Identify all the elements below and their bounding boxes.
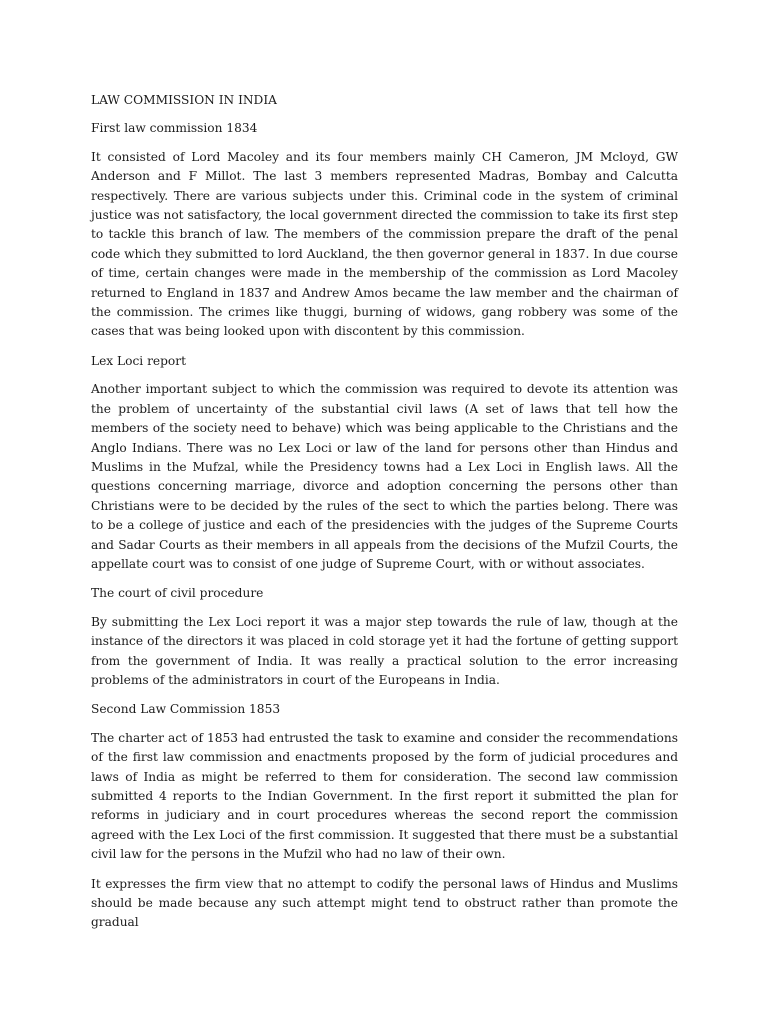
paragraph-court-of-civil-procedure: By submitting the Lex Loci report it was a major step towards the rule of law, though at the instance of the directors it was placed in cold storage yet it had the fortune of getting support from the government of India. It was really a practical solution to the error increasing problems of the administrators in court of the Europeans in India. [91, 614, 678, 687]
paragraph-lex-loci-report: Another important subject to which the commission was required to devote its attention was the problem of uncertainty of the substantial civil laws (A set of laws that tell how the members of the society need to behave) which was being applicable to the Christians and the Anglo Indians. There was no Lex Loci or law of the land for persons other than Hindus and Muslims in the Mufzal, while the Presidency towns had a Lex Loci in English laws. All the questions concerning marriage, divorce and adoption concerning the persons other than Christians were to be decided by the rules of the sect to which the parties belong. There was to be a college of justice and each of the presidencies with the judges of the Supreme Courts and Sadar Courts as their members in all appeals from the decisions of the Mufzil Courts, the appellate court was to consist of one judge of Supreme Court, with or without associates. [91, 382, 678, 571]
section-heading-court-of-civil-procedure: The court of civil procedure [91, 586, 264, 601]
section-heading-first-law-commission: First law commission 1834 [91, 121, 258, 136]
paragraph-second-law-commission-2: It expresses the firm view that no attempt to codify the personal laws of Hindus and Muslims should be made because any such attempt might tend to obstruct rather than promote the gradual [91, 876, 678, 930]
paragraph-first-law-commission: It consisted of Lord Macoley and its four members mainly CH Cameron, JM Mcloyd, GW Anderson and F Millot. The last 3 members represented Madras, Bombay and Calcutta respectively. There are various subjects under this. Criminal code in the system of criminal justice was not satisfactory, the local government directed the commission to take its first step to tackle this branch of law. The members of the commission prepare the draft of the penal code which they submitted to lord Auckland, the then governor general in 1837. In due course of time, certain changes were made in the membership of the commission as Lord Macoley returned to England in 1837 and Andrew Amos became the law member and the chairman of the commission. The crimes like thuggi, burning of widows, gang robbery was some of the cases that was being looked upon with discontent by this commission. [91, 149, 678, 339]
document-title: LAW COMMISSION IN INDIA [91, 93, 277, 107]
section-heading-second-law-commission: Second Law Commission 1853 [91, 702, 281, 717]
section-heading-lex-loci-report: Lex Loci report [91, 353, 186, 368]
paragraph-second-law-commission-1: The charter act of 1853 had entrusted the task to examine and consider the recommendations of the first law commission and enactments proposed by the form of judicial procedures and laws of India as might be referred to them for consideration. The second law commission submitted 4 reports to the Indian Government. In the first report it submitted the plan for reforms in judiciary and in court procedures whereas the second report the commission agreed with the Lex Loci of the first commission. It suggested that there must be a substantial civil law for the persons in the Mufzil who had no law of their own. [91, 730, 678, 862]
